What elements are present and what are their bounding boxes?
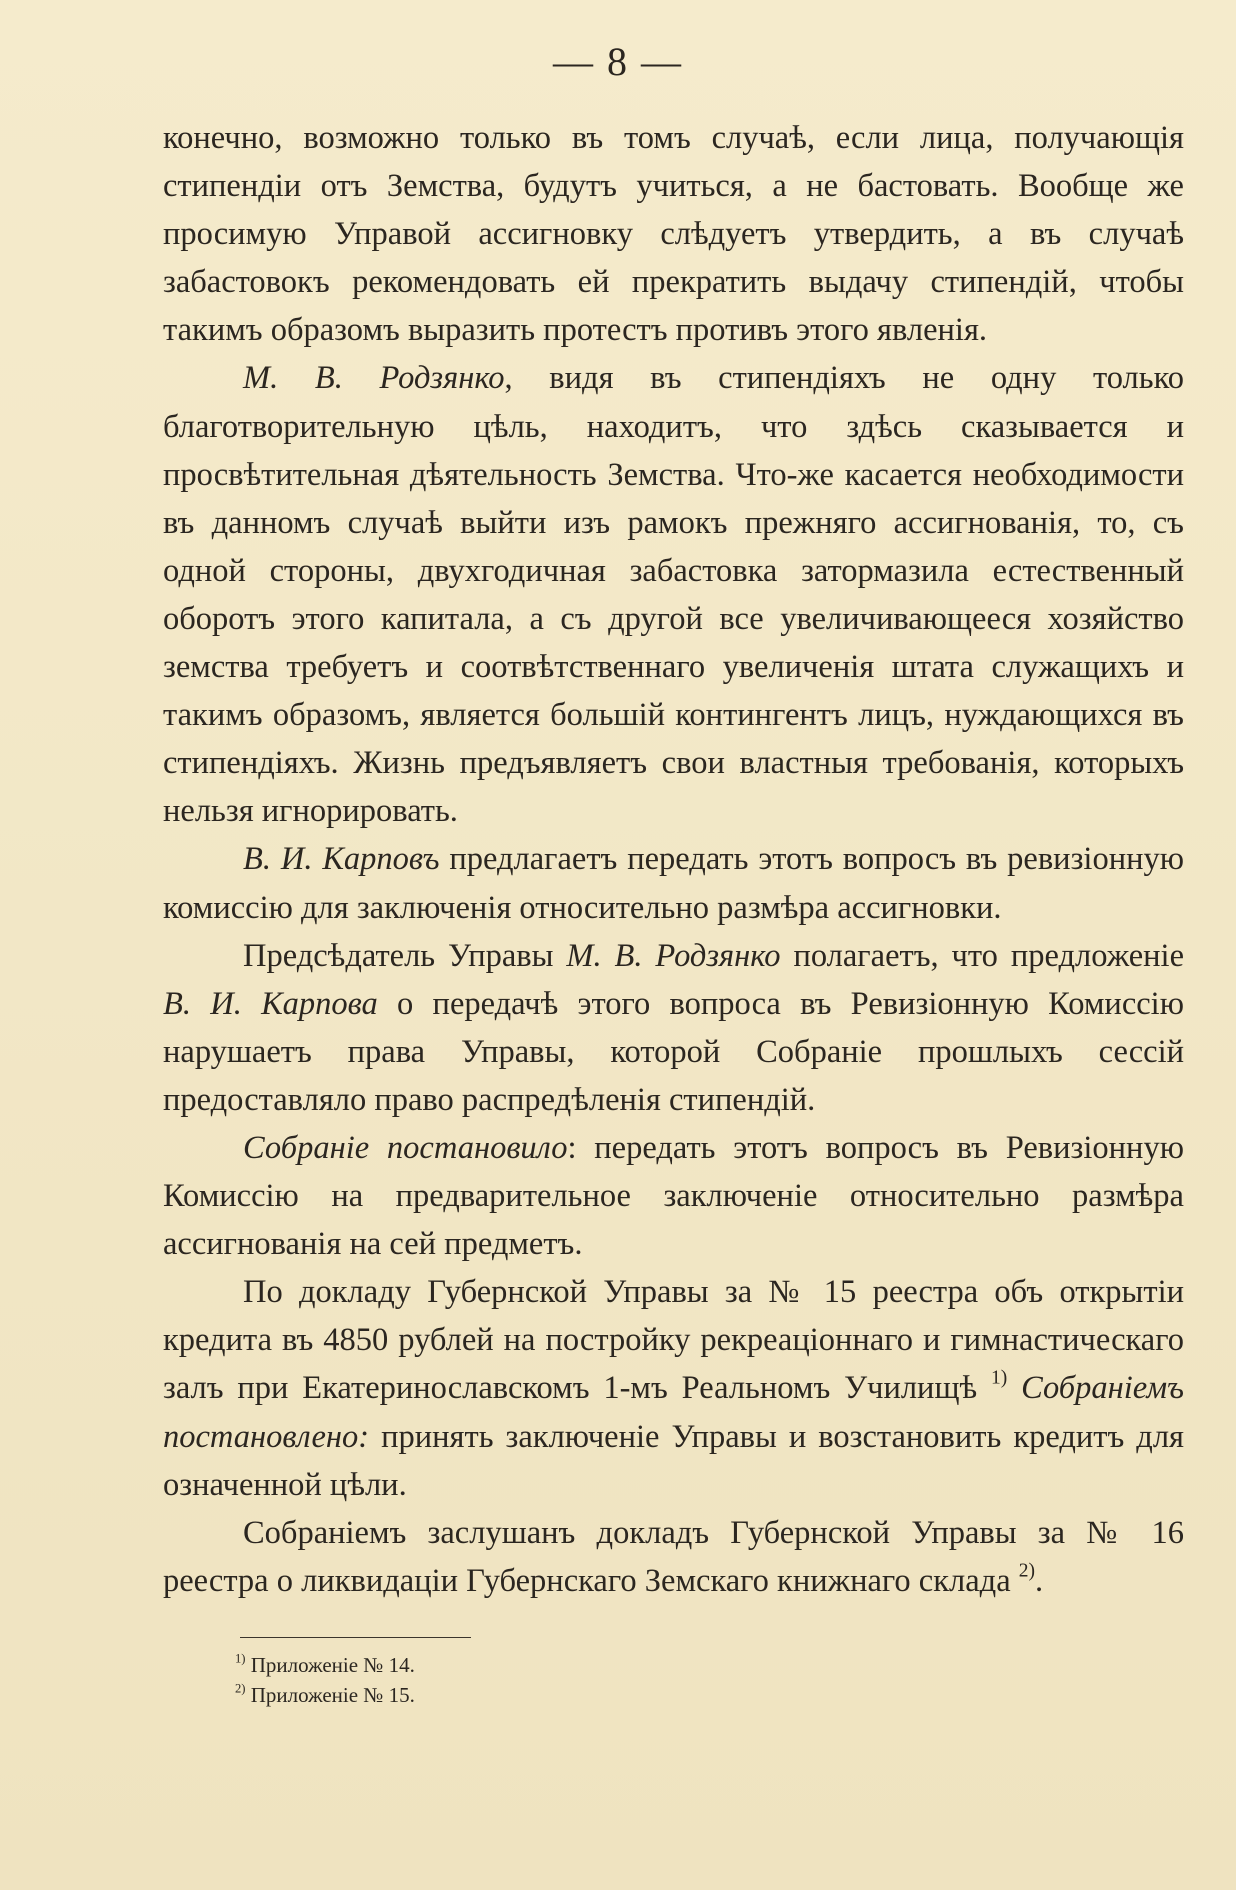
text-run: , видя въ стипендіяхъ не одну только благотворительную цѣль, находитъ, что здѣсь сказывается и просвѣтительная дѣятельность Земства. Что-же касается необходимости въ данномъ случаѣ выйти изъ рамокъ прежняго ассигнованія, то, съ одной стороны, двухгодичная забастовка затормазила естественный оборотъ этого капитала, а съ другой все увеличивающееся хозяйство земства требуетъ и соотвѣтственнаго увеличенія штата служащихъ и такимъ образомъ, является большій контингентъ лицъ, нуждающихся въ стипендіяхъ. Жизнь предъявляетъ свои властныя требованія, которыхъ нельзя игнорировать. <box>163 360 1184 830</box>
italic-text: В. И. Карповъ <box>243 841 440 878</box>
italic-text: М. В. Родзянко <box>243 360 505 397</box>
text-run: предлагаетъ передать этотъ вопросъ въ ревизіонную комиссію для заключенія относительно размѣра ассигновки. <box>163 841 1185 926</box>
text-run: : передать этотъ вопросъ въ Ревизіонную Комиссію на предварительное заключеніе относительно размѣра ассигнованія на сей предметъ. <box>163 1129 1184 1263</box>
footnote-ref: 2) <box>1018 1560 1035 1582</box>
paragraph <box>163 1124 1184 1268</box>
text-run: По докладу Губернской Управы за № 15 реестра объ открытіи кредита въ 4850 рублей на постройку рекреаціоннаго и гимнастическаго залъ при Екатеринославскомъ 1-мъ Реальномъ Училищѣ <box>163 1274 1184 1407</box>
text-run: полагаетъ, что предложеніе <box>780 937 1184 974</box>
footnote-text: Приложеніе № 15. <box>250 1683 415 1707</box>
footnote-divider <box>240 1637 471 1638</box>
paragraph <box>163 932 1184 1124</box>
text-run <box>1007 1370 1021 1406</box>
italic-text: В. И. Карпова <box>163 985 378 1022</box>
paragraph <box>163 354 1184 835</box>
paragraph <box>163 1509 1184 1605</box>
italic-text: М. В. Родзянко <box>566 937 781 974</box>
footnote-text: Приложеніе № 14. <box>250 1653 415 1677</box>
footnote-ref: 1) <box>990 1367 1008 1389</box>
page-number: — 8 — <box>553 39 683 84</box>
text-run: Собраніемъ заслушанъ докладъ Губернской Управы за № 16 реестра о ликвидаціи Губернскаго Земскаго книжнаго склада <box>163 1514 1184 1599</box>
paragraph <box>163 1268 1184 1508</box>
paragraph <box>163 114 1184 354</box>
footnotes <box>235 1650 415 1710</box>
paragraph <box>163 835 1184 931</box>
text-run: конечно, возможно только въ томъ случаѣ, если лица, получающія стипендіи отъ Земства, будутъ учиться, а не бастовать. Вообще же просимую Управой ассигновку слѣдуетъ утвердить, а въ случаѣ забастовокъ рекомендовать ей прекратить выдачу стипендій, чтобы такимъ образомъ выразить протестъ противъ этого явленія. <box>163 120 1184 349</box>
italic-text: Собраніе постановило <box>243 1129 568 1166</box>
footnote-mark: 2) <box>235 1681 246 1696</box>
footnote-mark: 1) <box>235 1651 246 1666</box>
text-run: принять заключеніе Управы и возстановить кредитъ для означенной цѣли. <box>163 1418 1184 1503</box>
text-run: Предсѣдатель Управы <box>243 937 567 974</box>
text-run: . <box>1035 1562 1044 1599</box>
body-text <box>163 114 1184 1605</box>
footnote <box>235 1650 415 1680</box>
footnote <box>235 1680 415 1710</box>
text-run: о передачѣ этого вопроса въ Ревизіонную Комиссію нарушаетъ права Управы, которой Собраніе прошлыхъ сессій предоставляло право распредѣленія стипендій. <box>163 985 1184 1118</box>
italic-text: Собраніемъ постановлено: <box>163 1370 1185 1455</box>
